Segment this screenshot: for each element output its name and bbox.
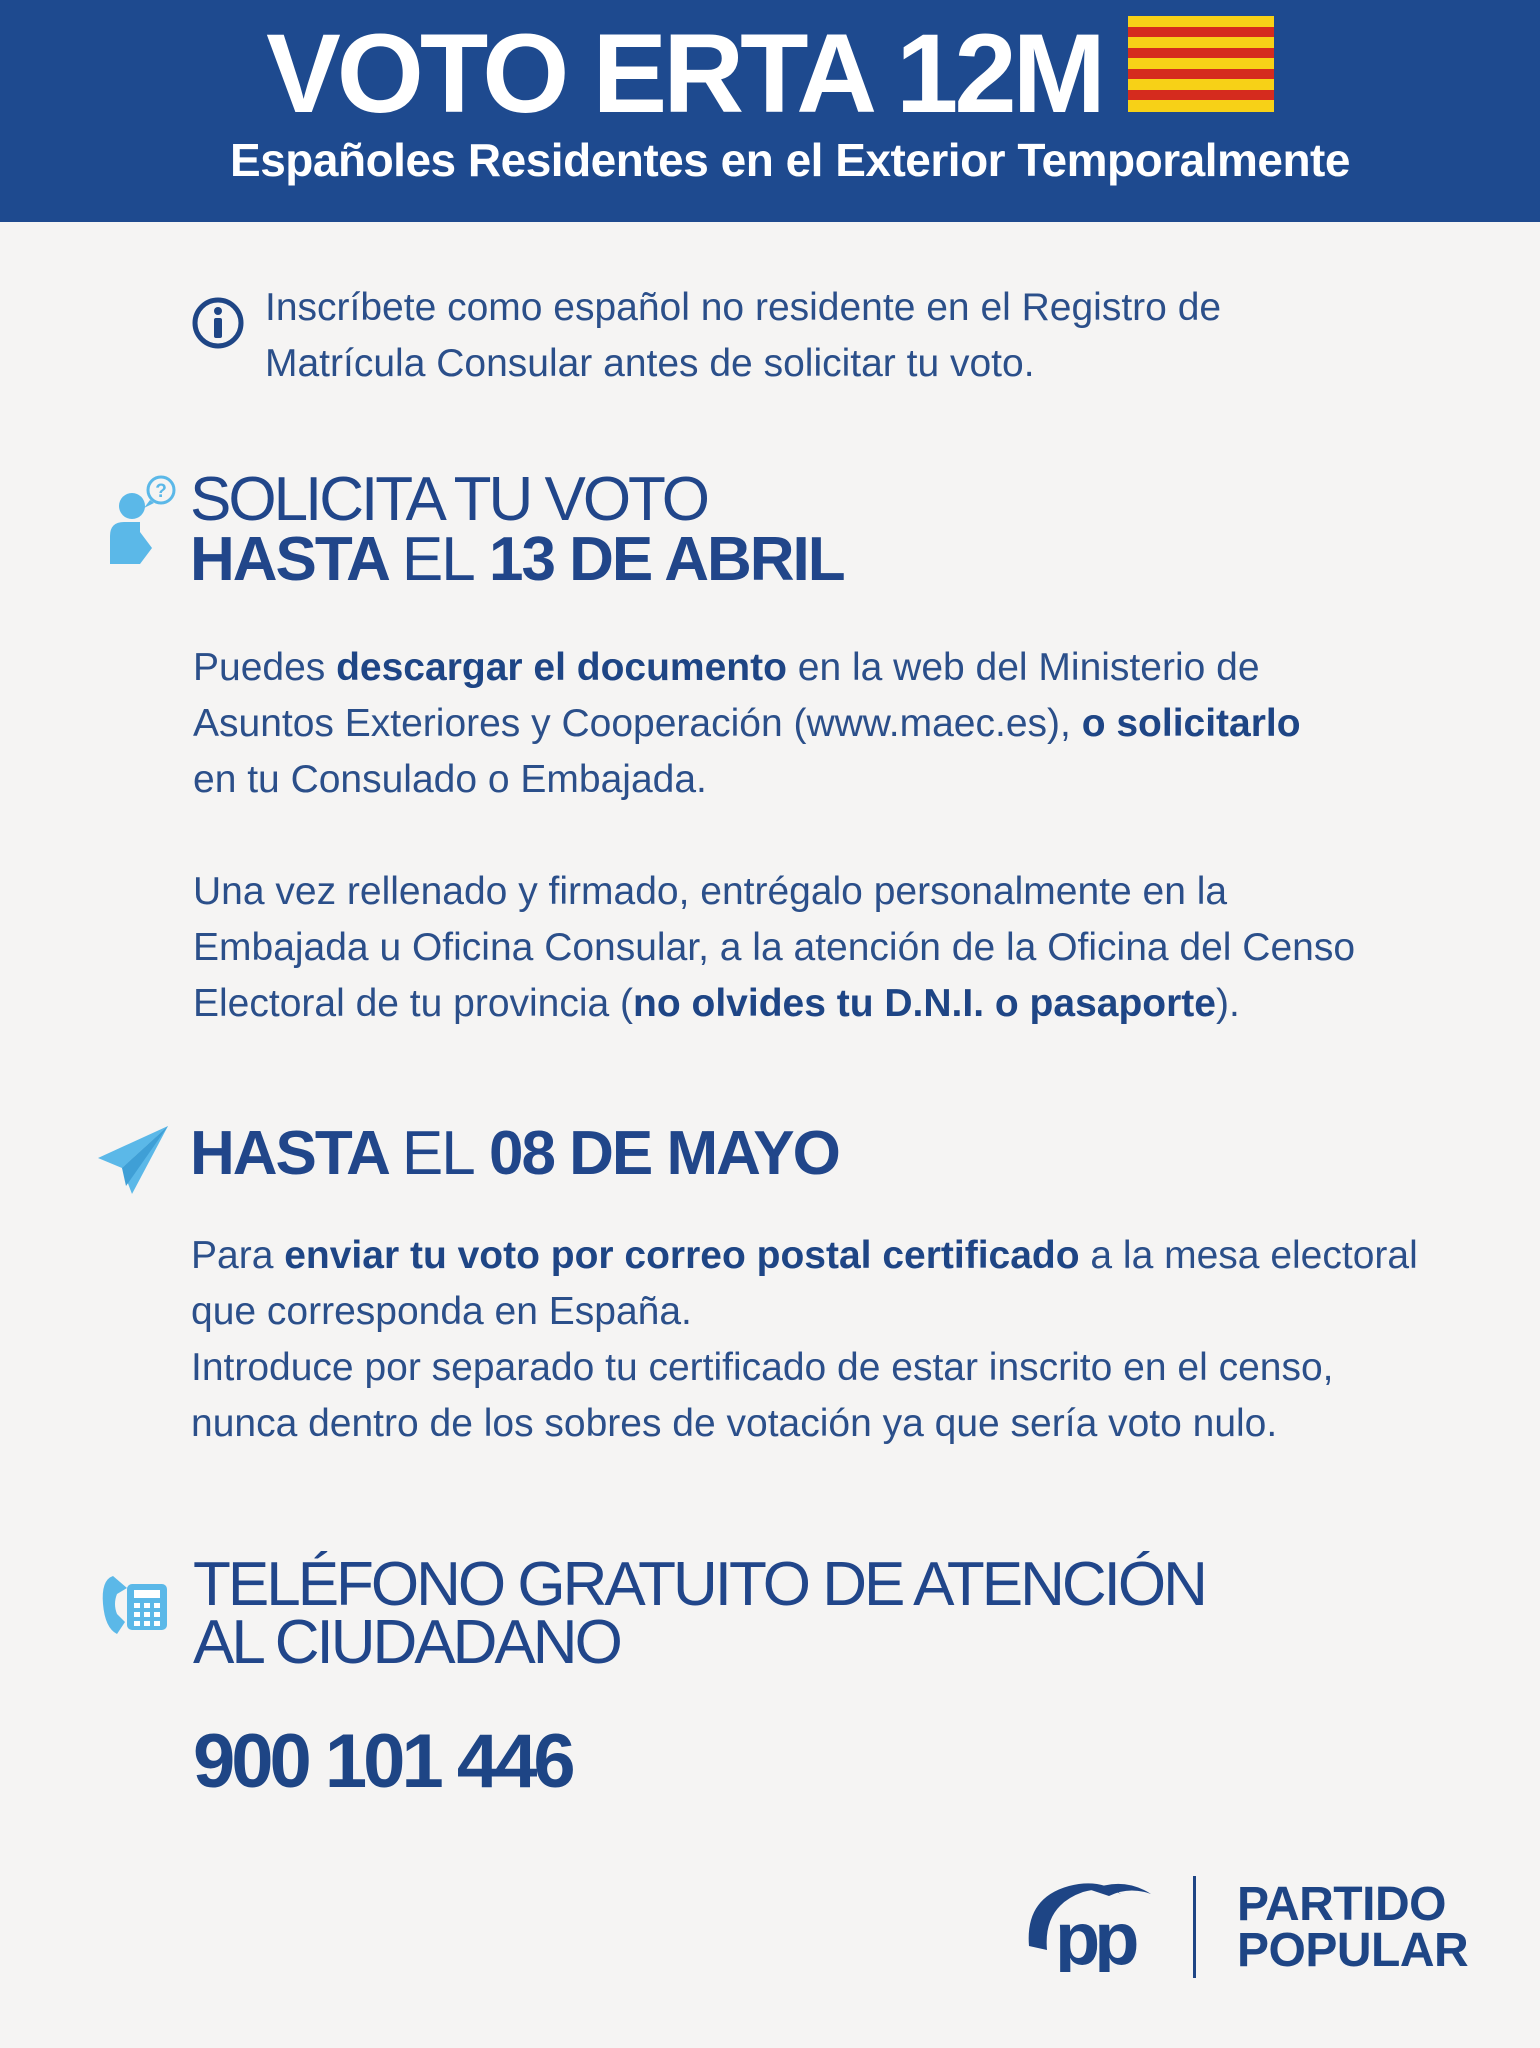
logo-line: POPULAR bbox=[1237, 1924, 1469, 1977]
heading-line: AL CIUDADANO bbox=[193, 1608, 620, 1677]
paragraph-line bbox=[193, 976, 1453, 1032]
paragraph-submit bbox=[193, 864, 1453, 1032]
logo-wordmark bbox=[1237, 1878, 1469, 1977]
text-run: Electoral de tu provincia ( bbox=[193, 982, 634, 1025]
section-solicita-heading bbox=[190, 465, 1290, 594]
heading-el: EL bbox=[401, 525, 474, 594]
text-run: Para bbox=[191, 1234, 285, 1277]
logo-line: PARTIDO bbox=[1237, 1878, 1446, 1931]
paragraph-line: Embajada u Oficina Consular, a la atención de la Oficina del Censo bbox=[193, 926, 1356, 969]
paragraph-download bbox=[193, 640, 1453, 808]
text-emphasis: enviar tu voto por correo postal certificado bbox=[284, 1234, 1080, 1277]
heading-line: TELÉFONO GRATUITO DE ATENCIÓN bbox=[193, 1550, 1205, 1619]
heading-date: 13 DE ABRIL bbox=[488, 525, 844, 594]
text-run: ). bbox=[1215, 982, 1240, 1025]
paragraph-mail bbox=[191, 1228, 1451, 1452]
heading-hasta: HASTA bbox=[190, 525, 387, 594]
pp-logo-icon bbox=[1025, 1872, 1157, 1977]
paragraph-line: nunca dentro de los sobres de votación ya que sería voto nulo. bbox=[191, 1402, 1278, 1445]
phone-number: 900 101 446 bbox=[193, 1719, 572, 1804]
heading-date: 08 DE MAYO bbox=[488, 1119, 839, 1188]
info-line: Inscríbete como español no residente en el Registro de bbox=[265, 286, 1222, 329]
paragraph-line bbox=[193, 696, 1453, 752]
text-emphasis: o solicitarlo bbox=[1081, 702, 1301, 745]
partido-popular-logo bbox=[1025, 1872, 1505, 1982]
deadline-heading bbox=[190, 525, 1290, 594]
title-text: VOTO ERTA 12M bbox=[266, 11, 1102, 136]
info-text bbox=[265, 280, 1365, 392]
logo-divider bbox=[1193, 1876, 1196, 1978]
info-icon bbox=[191, 296, 245, 355]
section-telefono-heading bbox=[193, 1550, 1393, 1677]
deadline-heading bbox=[190, 1119, 1290, 1188]
section-mayo-heading bbox=[190, 1119, 1290, 1188]
text-run: Asuntos Exteriores y Cooperación (www.maec.es), bbox=[193, 702, 1082, 745]
paragraph-line: que corresponda en España. bbox=[191, 1290, 692, 1333]
paragraph-line: Introduce por separado tu certificado de estar inscrito en el censo, bbox=[191, 1346, 1334, 1389]
senyera-flag-icon bbox=[1128, 14, 1274, 134]
info-line: Matrícula Consular antes de solicitar tu voto. bbox=[265, 342, 1035, 385]
paragraph-line bbox=[193, 640, 1453, 696]
svg-text:?: ? bbox=[155, 481, 167, 502]
heading-hasta: HASTA bbox=[190, 1119, 387, 1188]
svg-text:pp: pp bbox=[1055, 1897, 1134, 1972]
text-run: Puedes bbox=[193, 646, 337, 689]
text-emphasis: descargar el documento bbox=[336, 646, 787, 689]
text-run: en la web del Ministerio de bbox=[786, 646, 1260, 689]
paragraph-line bbox=[191, 1228, 1451, 1284]
page-title bbox=[0, 11, 1540, 142]
heading-line: SOLICITA TU VOTO bbox=[190, 465, 708, 534]
paragraph-line: Una vez rellenado y firmado, entrégalo personalmente en la bbox=[193, 870, 1228, 913]
page-subtitle: Españoles Residentes en el Exterior Temporalmente bbox=[230, 134, 1350, 186]
person-question-icon bbox=[108, 474, 180, 571]
paragraph-line: en tu Consulado o Embajada. bbox=[193, 758, 707, 801]
telephone-icon bbox=[99, 1570, 169, 1645]
text-run: a la mesa electoral bbox=[1079, 1234, 1418, 1277]
paper-plane-icon bbox=[96, 1124, 170, 1201]
heading-el: EL bbox=[401, 1119, 474, 1188]
header-banner bbox=[0, 0, 1540, 222]
text-emphasis: no olvides tu D.N.I. o pasaporte bbox=[633, 982, 1216, 1025]
